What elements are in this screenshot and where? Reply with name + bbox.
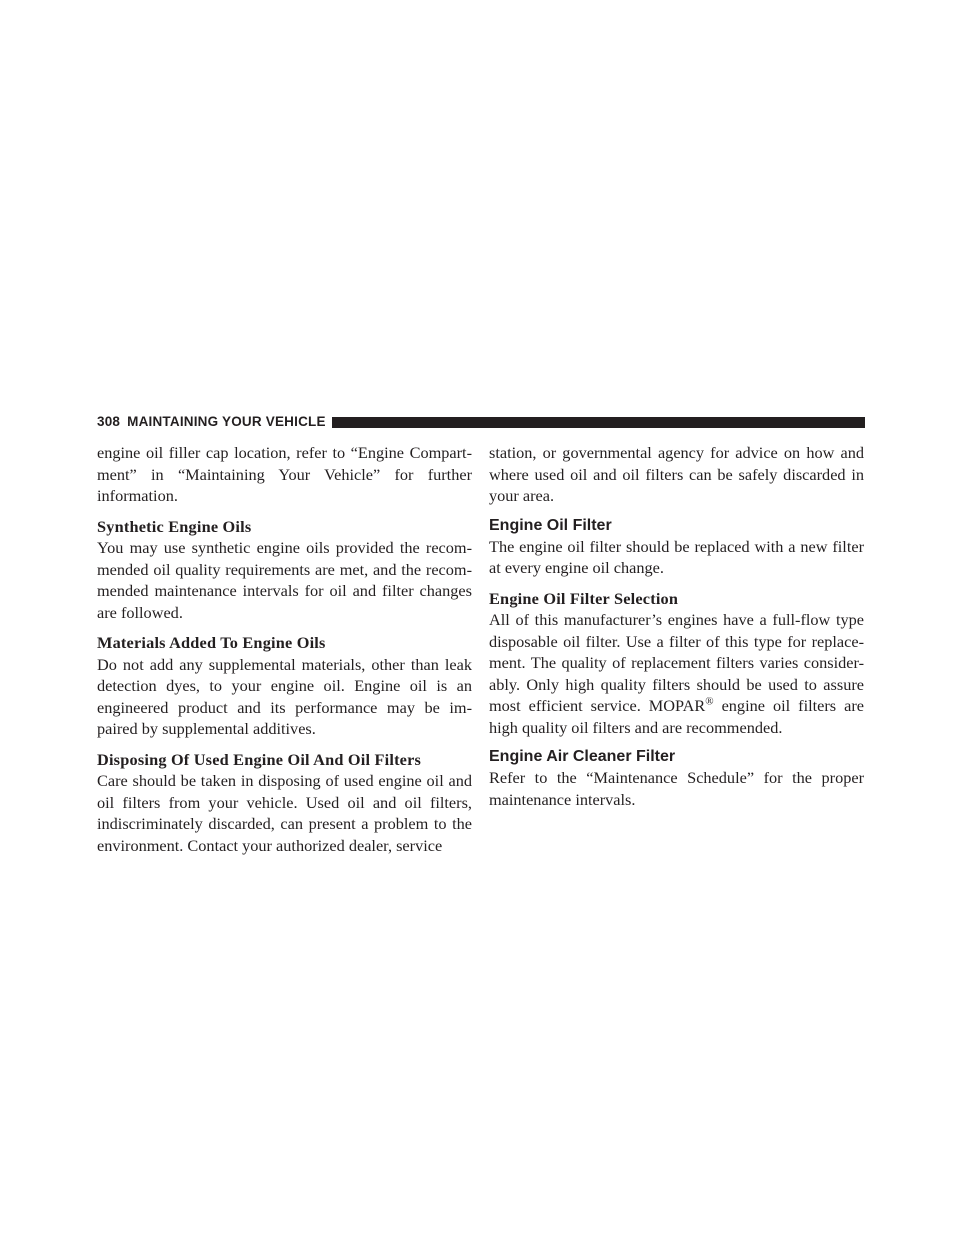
intro-paragraph: engine oil filler cap location, refer to “Engine Compart-ment” in “Maintaining Your Vehicle” for further information.: [97, 443, 472, 505]
materials-heading: Materials Added To Engine Oils: [97, 633, 326, 652]
disposing-paragraph: Care should be taken in disposing of used engine oil and oil filters from your vehicle. Used oil and oil filters, indiscriminately discarded, can present a problem to the environment. Contact your authorized dealer, service: [97, 771, 472, 855]
filter-selection-text-b: engine oil filters are high quality oil filters and are recommended.: [489, 696, 865, 737]
air-cleaner-heading: Engine Air Cleaner Filter: [489, 748, 676, 765]
disposing-heading: Disposing Of Used Engine Oil And Oil Filters: [97, 749, 422, 769]
page-number: 308: [97, 414, 121, 429]
right-column: [489, 442, 864, 819]
filter-selection-paragraph: [489, 609, 864, 738]
oil-filter-heading: Engine Oil Filter: [489, 516, 612, 534]
oil-filter-paragraph: The engine oil filter should be replaced with a new filter at every engine oil change.: [489, 536, 864, 577]
air-cleaner-paragraph: Refer to the “Maintenance Schedule” for the proper maintenance intervals.: [489, 768, 864, 809]
header-rule: [332, 417, 865, 428]
section-title: MAINTAINING YOUR VEHICLE: [127, 414, 326, 429]
registered-mark: ®: [705, 695, 714, 708]
continued-paragraph: station, or governmental agency for advice on how and where used oil and oil filters can be safely discarded in your area.: [489, 443, 864, 505]
filter-selection-text-a: All of this manufacturer’s engines have a full-flow type disposable oil filter. Use a filter of this type for replace-ment. The quality of replacement filters varies consider-ably. Only high quality filters should be used to assure most efficient service. MOPAR: [489, 610, 864, 715]
page-header: [97, 415, 865, 429]
synthetic-oils-paragraph: You may use synthetic engine oils provided the recom-mended oil quality requirements are met, and the recom-mended maintenance intervals for oil and filter changes are followed.: [97, 538, 472, 622]
materials-paragraph: Do not add any supplemental materials, other than leak detection dyes, to your engine oil. Engine oil is an engineered product and its performance may be im-paired by supplemental additives.: [97, 654, 472, 738]
synthetic-oils-heading: Synthetic Engine Oils: [97, 516, 252, 536]
filter-selection-heading: Engine Oil Filter Selection: [489, 588, 679, 608]
left-column: [97, 442, 472, 865]
